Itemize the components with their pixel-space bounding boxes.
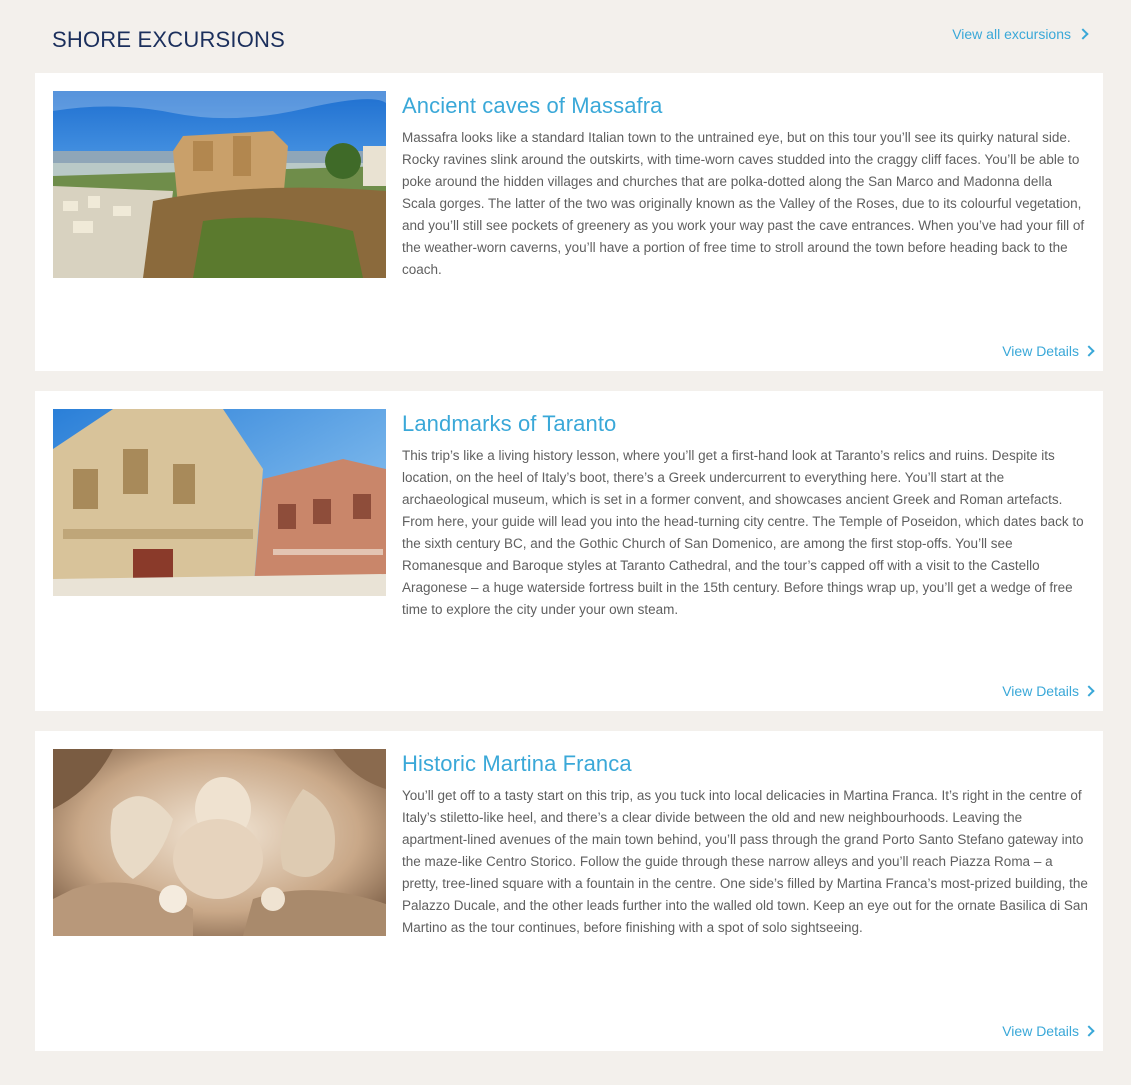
excursion-image-massafra[interactable] (53, 91, 386, 278)
chevron-right-icon (1083, 1025, 1094, 1036)
excursion-card (35, 391, 1103, 711)
excursion-title[interactable]: Ancient caves of Massafra (402, 93, 663, 118)
excursion-image-martina-franca[interactable] (53, 749, 386, 936)
excursion-card (35, 731, 1103, 1051)
massafra-photo (53, 91, 386, 278)
view-all-excursions-link[interactable] (952, 26, 1087, 42)
excursion-title[interactable]: Historic Martina Franca (402, 751, 632, 776)
chevron-right-icon (1083, 685, 1094, 696)
page-title: SHORE EXCURSIONS (52, 27, 286, 52)
view-all-label: View all excursions (952, 26, 1071, 42)
excursion-description: You’ll get off to a tasty start on this trip, as you tuck into local delicacies in Martina Franca. It’s right in the centre of Italy’s stiletto-like heel, and there’s a clear divide between the old and new neighbourhoods. Leaving the apartment-lined avenues of the main town behind, you’ll pass through the grand Porto Santo Stefano gateway into the maze-like Centro Storico. Follow the guide through these narrow alleys and you’ll reach Piazza Roma – a pretty, tree-lined square with a fountain in the centre. One side’s filled by Martina Franca’s most-prized building, the Palazzo Ducale, and the other leads further into the walled old town. Keep an eye out for the ornate Basilica di San Martino as the tour continues, before finishing with a spot of solo sightseeing. (402, 788, 1088, 935)
view-details-label: View Details (1002, 683, 1079, 699)
excursion-title[interactable]: Landmarks of Taranto (402, 411, 617, 436)
taranto-photo (53, 409, 386, 596)
view-details-link[interactable] (1002, 1023, 1093, 1039)
view-details-label: View Details (1002, 1023, 1079, 1039)
excursion-description: Massafra looks like a standard Italian town to the untrained eye, but on this tour you’ll see its quirky natural side. Rocky ravines slink around the outskirts, with time-worn caves studded into the craggy cliff faces. You’ll be able to poke around the hidden villages and churches that are polka-dotted along the San Marco and Madonna della Scala gorges. The latter of the two was originally known as the Valley of the Roses, due to its colourful vegetation, and you’ll still see pockets of greenery as you work your way past the cave entrances. When you’ve had your fill of the weather-worn caverns, you’ll have a portion of free time to stroll around the town before heading back to the coach. (402, 130, 1085, 277)
excursion-description: This trip’s like a living history lesson, where you’ll get a first-hand look at Taranto’s relics and ruins. Despite its location, on the heel of Italy’s boot, there’s a Greek undercurrent to everything here. You’ll start at the archaeological museum, which is set in a former convent, and showcases ancient Greek and Roman artefacts. From here, your guide will lead you into the head-turning city centre. The Temple of Poseidon, which dates back to the sixth century BC, and the Gothic Church of San Domenico, are among the first stop-offs. You’ll see Romanesque and Baroque styles at Taranto Cathedral, and the tour’s capped off with a visit to the Castello Aragonese – a huge waterside fortress built in the 15th century. Before things wrap up, you’ll get a wedge of free time to explore the city under your own steam. (402, 448, 1084, 617)
view-details-label: View Details (1002, 343, 1079, 359)
page-header (0, 0, 1131, 72)
chevron-right-icon (1083, 345, 1094, 356)
view-details-link[interactable] (1002, 343, 1093, 359)
view-details-link[interactable] (1002, 683, 1093, 699)
chevron-right-icon (1077, 28, 1088, 39)
excursion-card (35, 73, 1103, 371)
martina-franca-photo (53, 749, 386, 936)
excursion-image-taranto[interactable] (53, 409, 386, 596)
